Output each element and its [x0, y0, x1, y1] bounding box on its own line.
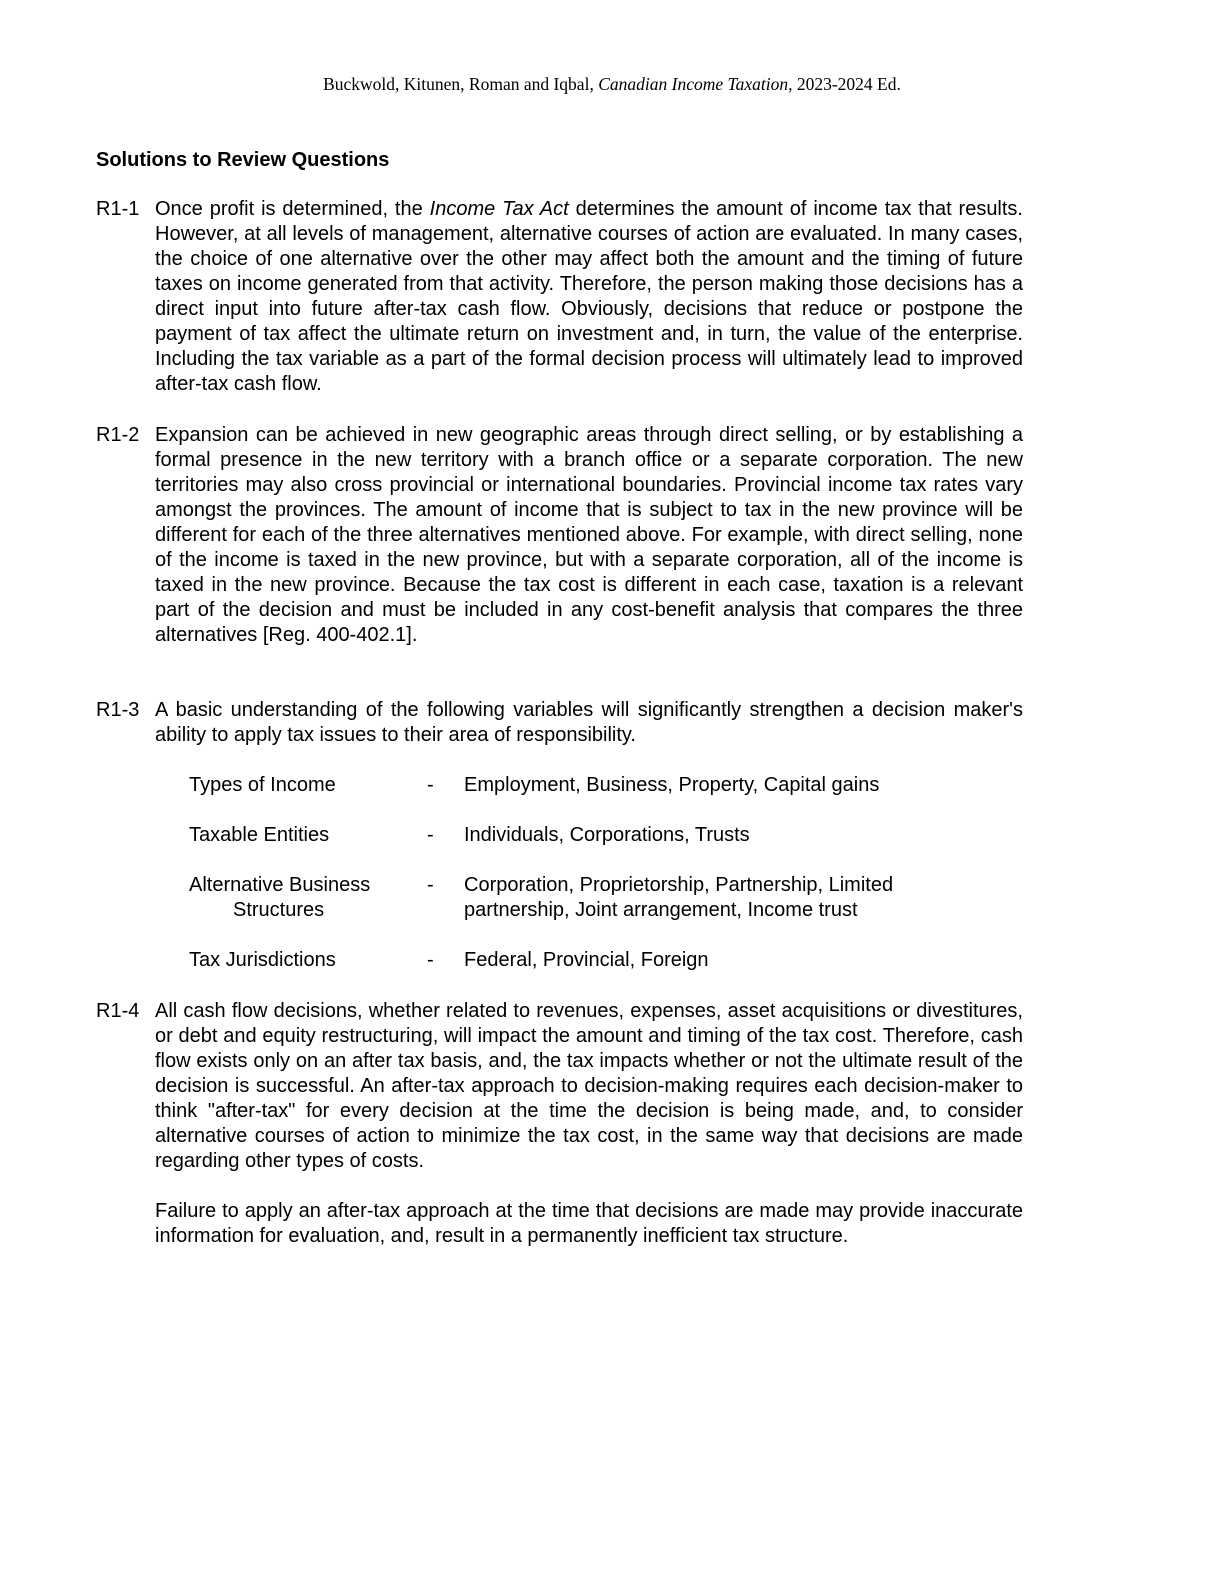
answer-text: A basic understanding of the following variables will significantly strengthen a decision maker's ability to apply tax issues to their area of responsibility.: [155, 699, 1023, 746]
variable-values: Federal, Provincial, Foreign: [464, 949, 709, 971]
variable-category: [189, 873, 409, 923]
variable-category: Taxable Entities: [189, 824, 330, 846]
variable-dash: -: [427, 774, 434, 796]
header-book-title: Canadian Income Taxation,: [598, 74, 793, 94]
variable-dash: -: [427, 824, 434, 846]
variable-values: [464, 873, 984, 923]
header-authors: Buckwold, Kitunen, Roman and Iqbal,: [323, 74, 594, 94]
header-edition: 2023-2024 Ed.: [796, 74, 901, 94]
variable-values-line: Corporation, Proprietorship, Partnership, Limited: [464, 874, 894, 896]
question-r1-4: [96, 999, 1023, 1174]
variable-dash: -: [427, 874, 434, 896]
answer-text-part: Once profit is determined, the: [155, 198, 430, 220]
running-header: [0, 72, 1224, 96]
question-r1-3: [96, 698, 1023, 748]
section-title: Solutions to Review Questions: [96, 149, 390, 171]
question-r1-1: [96, 197, 1023, 397]
variable-category-line: Structures: [233, 899, 325, 921]
answer-text-part: determines the amount of income tax that results. However, at all levels of management, alternative courses of action are evaluated. In many cases, the choice of one alternative over the other may affect both the amount and the timing of future taxes on income generated from that activity. Therefore, the person making those decisions has a direct input into future after-tax cash flow. Obviously, decisions that reduce or postpone the payment of tax affect the ultimate return on investment and, in turn, the value of the enterprise. Including the tax variable as a part of the formal decision process will ultimately lead to improved after-tax cash flow.: [155, 198, 1023, 395]
variable-category-line: Alternative Business: [189, 874, 371, 896]
answer-text: Expansion can be achieved in new geographic areas through direct selling, or by establishing a formal presence in the new territory with a branch office or a separate corporation. The new territories may also cross provincial or international boundaries. Provincial income tax rates vary amongst the provinces. The amount of income that is subject to tax in the new province will be different for each of the three alternatives mentioned above. For example, with direct selling, none of the income is taxed in the new province, but with a separate corporation, all of the income is taxed in the new province. Because the tax cost is different in each case, taxation is a relevant part of the decision and must be included in any cost-benefit analysis that compares the three alternatives [Reg. 400-402.1].: [155, 424, 1023, 646]
answer-text-paragraph-2: Failure to apply an after-tax approach at the time that decisions are made may provide inaccurate information for evaluation, and, result in a permanently inefficient tax structure.: [155, 1200, 1023, 1247]
act-title: Income Tax Act: [429, 198, 569, 220]
question-label: R1-1: [96, 198, 140, 220]
variable-values-line: partnership, Joint arrangement, Income trust: [464, 899, 858, 921]
question-label: R1-2: [96, 424, 140, 446]
answer-text: All cash flow decisions, whether related to revenues, expenses, asset acquisitions or divestitures, or debt and equity restructuring, will impact the amount and timing of the tax cost. Therefore, cash flow exists only on an after tax basis, and, the tax impacts whether or not the ultimate result of the decision is successful. An after-tax approach to decision-making requires each decision-maker to think "after-tax" for every decision at the time the decision is being made, and, to consider alternative courses of action to minimize the tax cost, in the same way that decisions are made regarding other types of costs.: [155, 1000, 1023, 1172]
variable-values: Employment, Business, Property, Capital gains: [464, 774, 880, 796]
question-label: R1-3: [96, 699, 140, 721]
variable-category: Types of Income: [189, 774, 336, 796]
variable-category: Tax Jurisdictions: [189, 949, 336, 971]
question-label: R1-4: [96, 1000, 140, 1022]
variable-values: Individuals, Corporations, Trusts: [464, 824, 750, 846]
question-r1-2: [96, 423, 1023, 648]
variable-dash: -: [427, 949, 434, 971]
answer-text: [155, 197, 1023, 397]
